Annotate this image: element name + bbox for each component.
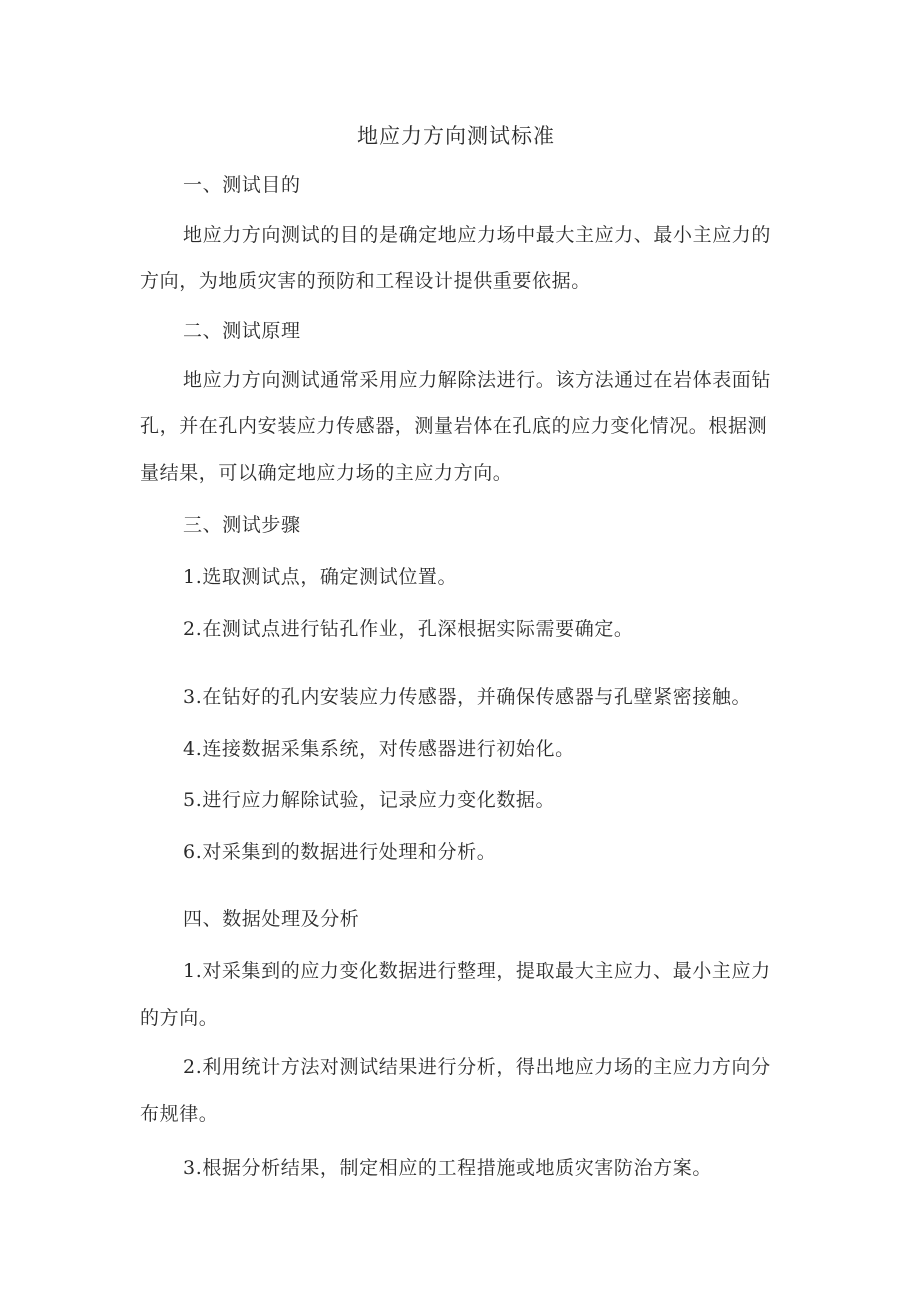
section-2-paragraph-line: 量结果，可以确定地应力场的主应力方向。	[140, 462, 513, 484]
step-item: 4.连接数据采集系统，对传感器进行初始化。	[183, 738, 575, 760]
step-item: 5.进行应力解除试验，记录应力变化数据。	[183, 789, 556, 811]
section-1-paragraph-line: 方向，为地质灾害的预防和工程设计提供重要依据。	[140, 270, 591, 292]
analysis-item-line: 3.根据分析结果，制定相应的工程措施或地质灾害防治方案。	[183, 1157, 712, 1179]
analysis-item-line: 2.利用统计方法对测试结果进行分析，得出地应力场的主应力方向分	[183, 1056, 771, 1078]
section-2-paragraph-line: 地应力方向测试通常采用应力解除法进行。该方法通过在岩体表面钻	[183, 369, 772, 391]
section-4-heading: 四、数据处理及分析	[183, 908, 360, 930]
step-item: 6.对采集到的数据进行处理和分析。	[183, 841, 497, 863]
section-2-heading: 二、测试原理	[183, 320, 301, 342]
analysis-item-line: 布规律。	[140, 1103, 219, 1125]
step-item: 3.在钻好的孔内安装应力传感器，并确保传感器与孔壁紧密接触。	[183, 686, 752, 708]
step-item: 2.在测试点进行钻孔作业，孔深根据实际需要确定。	[183, 618, 634, 640]
analysis-item-line: 的方向。	[140, 1007, 219, 1029]
step-item: 1.选取测试点，确定测试位置。	[183, 566, 458, 588]
section-2-paragraph-line: 孔，并在孔内安装应力传感器，测量岩体在孔底的应力变化情况。根据测	[140, 415, 768, 437]
section-1-paragraph-line: 地应力方向测试的目的是确定地应力场中最大主应力、最小主应力的	[183, 224, 772, 246]
document-title: 地应力方向测试标准	[357, 124, 555, 148]
analysis-item-line: 1.对采集到的应力变化数据进行整理，提取最大主应力、最小主应力	[183, 960, 771, 982]
section-1-heading: 一、测试目的	[183, 174, 301, 196]
section-3-heading: 三、测试步骤	[183, 514, 301, 536]
